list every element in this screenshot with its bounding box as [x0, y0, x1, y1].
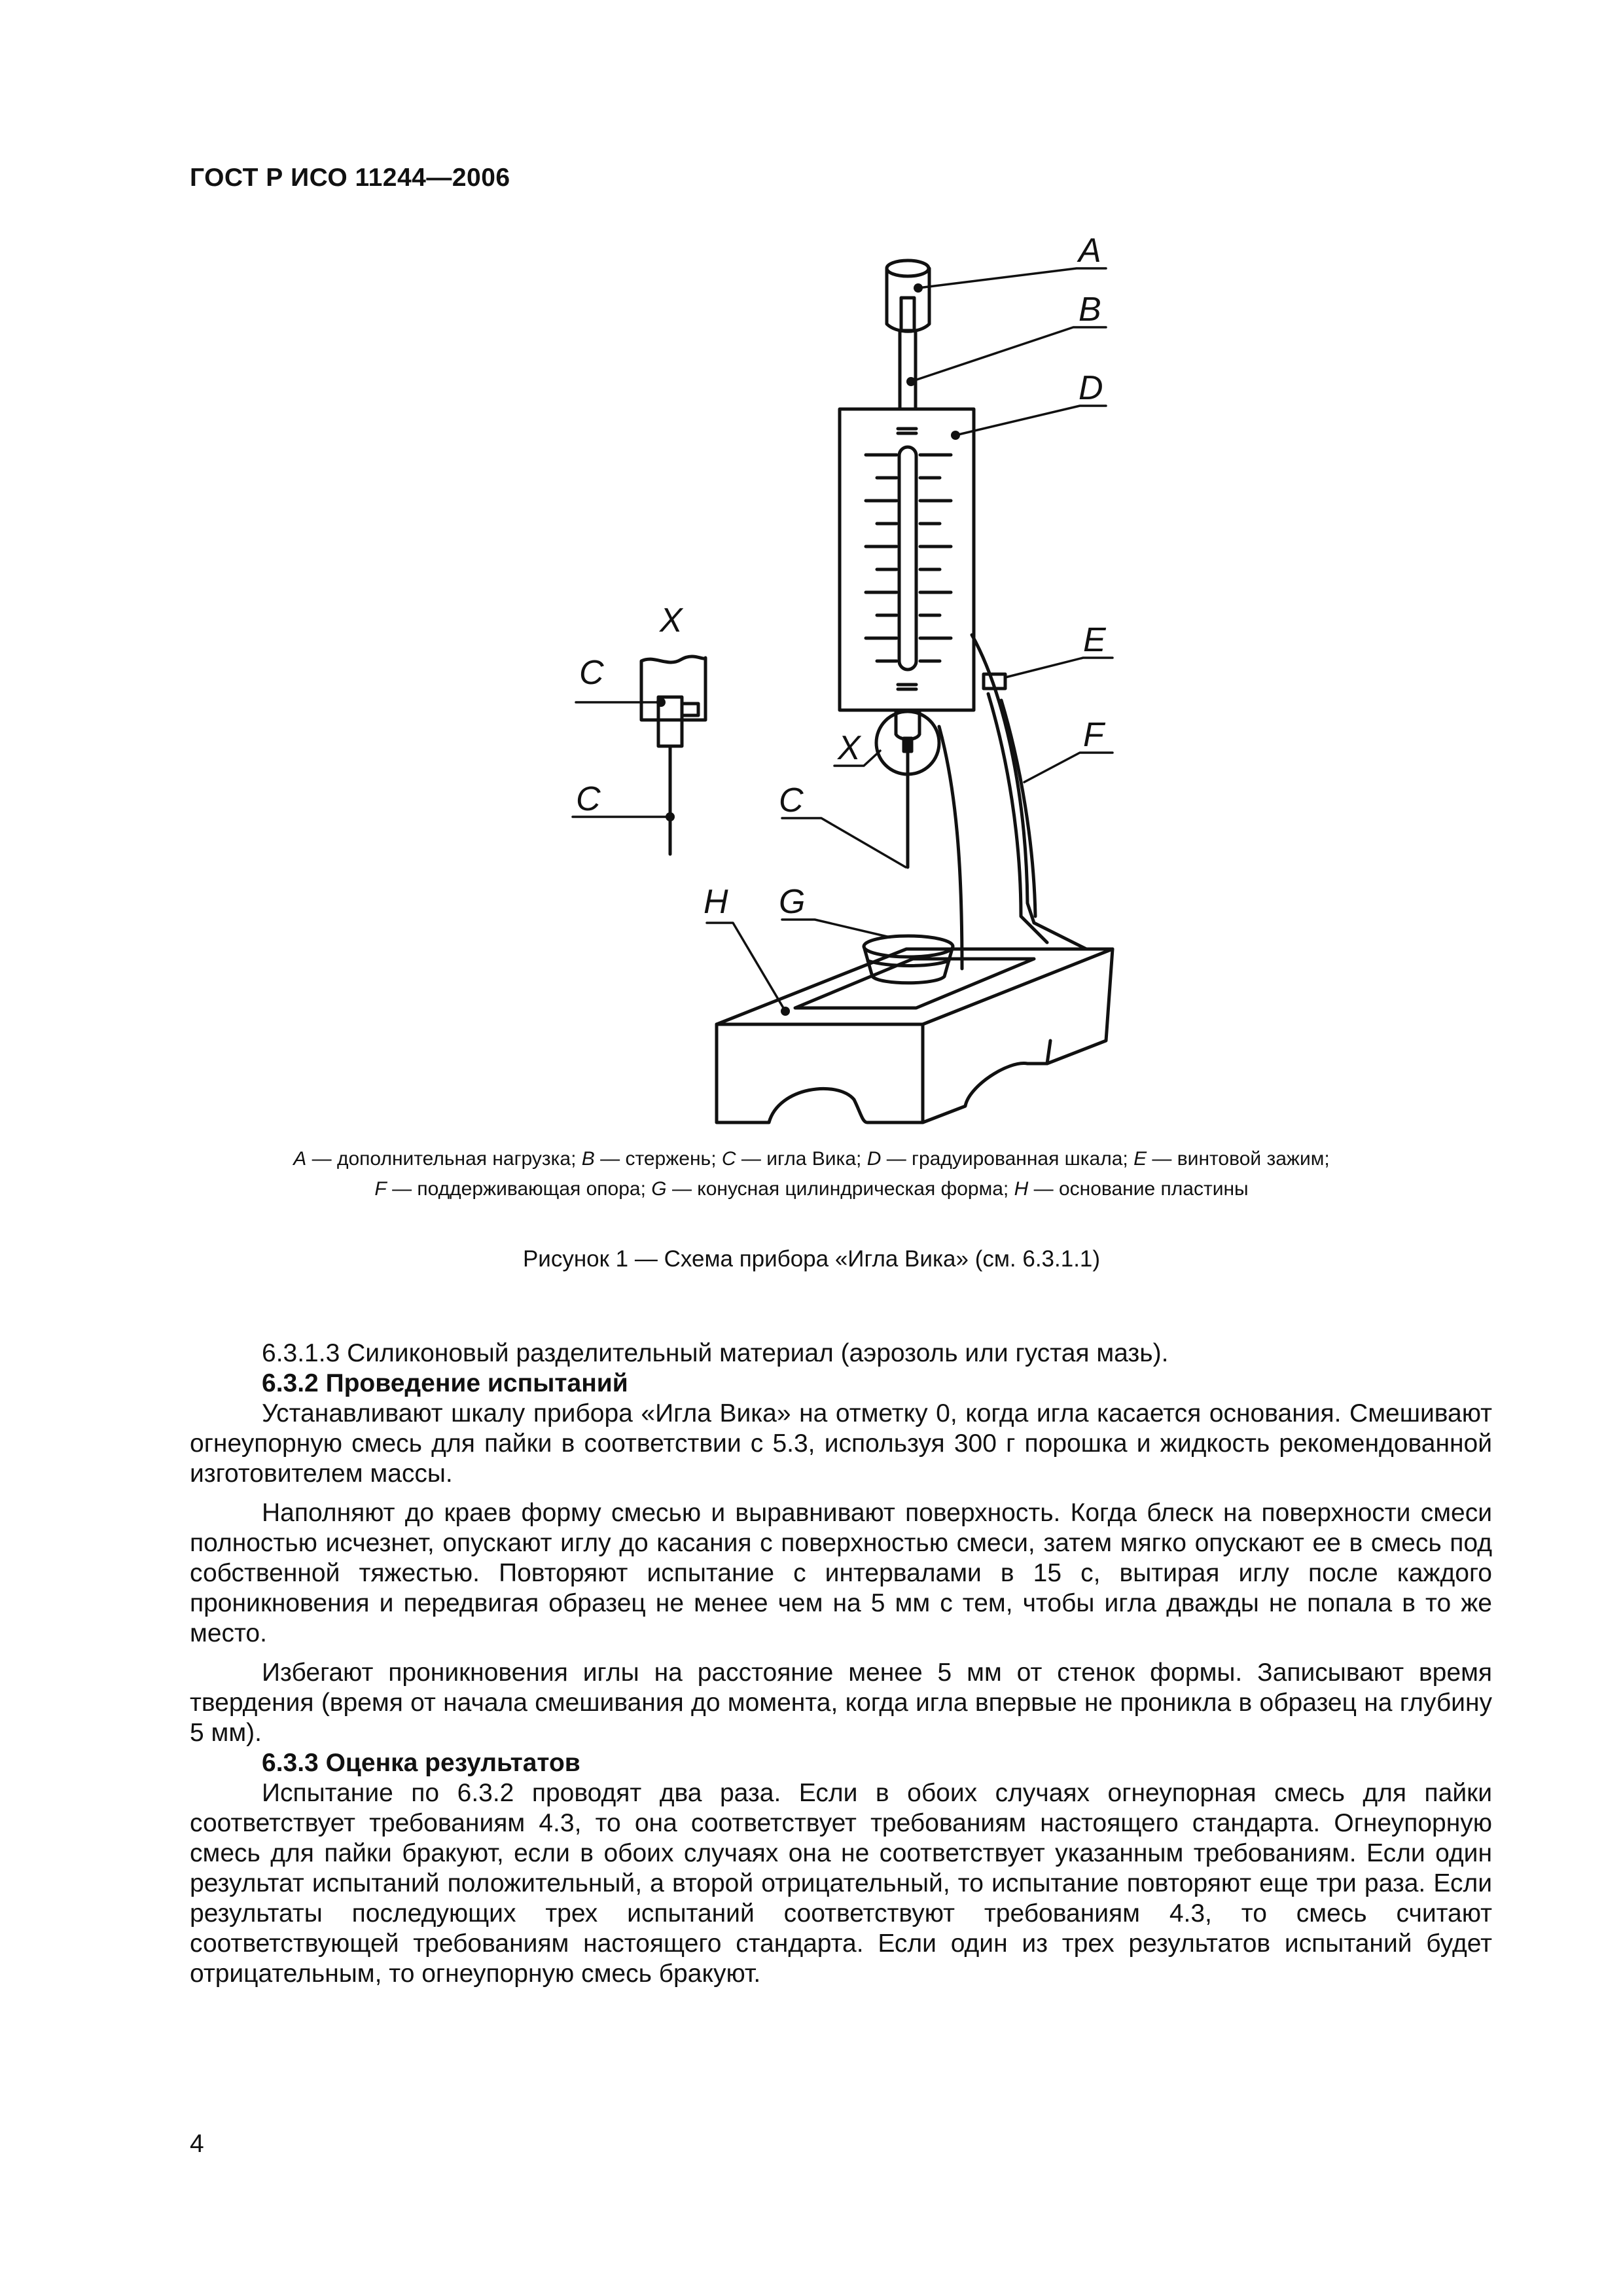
- label-x-main: X: [838, 729, 861, 767]
- label-b: B: [1079, 291, 1101, 329]
- label-d: D: [1079, 369, 1103, 407]
- legend-text: — игла Вика;: [736, 1148, 867, 1170]
- base-plate: [717, 949, 1113, 1122]
- label-c-detail-1: C: [579, 654, 604, 692]
- page-number: 4: [190, 2130, 204, 2158]
- label-g: G: [779, 883, 806, 921]
- figure-caption: Рисунок 1 — Схема прибора «Игла Вика» (см. 6.3.1.1): [522, 1246, 1101, 1272]
- figure-legend-line-1: [164, 1144, 1459, 1174]
- legend-text: — стержень;: [594, 1148, 722, 1170]
- graduated-scale: [840, 409, 974, 710]
- legend-key: F: [374, 1178, 387, 1200]
- legend-key: C: [721, 1148, 736, 1170]
- paragraph: Наполняют до краев форму смесью и выравнивают поверхность. Когда блеск на поверхности смеси полностью исчезнет, опускают иглу до касания с поверхностью смеси, затем мягко опускают ее в смесь под собственной тяжестью. Повторяют испытание с интервалами в 15 с, вытирая иглу после каждого проникновения и передвигая образец не менее чем на 5 мм с тем, чтобы игла дважды не попала в то же место.: [190, 1499, 1492, 1647]
- label-e: E: [1083, 621, 1106, 659]
- paragraph-6-3-1-3: 6.3.1.3 Силиконовый разделительный материал (аэрозоль или густая мазь).: [262, 1339, 1169, 1367]
- legend-text: — основание пластины: [1028, 1178, 1249, 1200]
- label-f: F: [1083, 716, 1104, 754]
- document-header: ГОСТ Р ИСО 11244—2006: [190, 164, 510, 192]
- legend-key: A: [293, 1148, 307, 1170]
- detail-view-x: [641, 656, 705, 854]
- body-text: [190, 1338, 1492, 1998]
- legend-text: — винтовой зажим;: [1147, 1148, 1330, 1170]
- legend-key: G: [651, 1178, 667, 1200]
- legend-key: H: [1014, 1178, 1029, 1200]
- legend-key: B: [581, 1148, 595, 1170]
- support-column: [939, 635, 1086, 969]
- figure-legend-line-2: [164, 1174, 1459, 1204]
- legend-text: — поддерживающая опора;: [386, 1178, 652, 1200]
- label-x-detail: X: [660, 601, 683, 639]
- legend-text: — конусная цилиндрическая форма;: [666, 1178, 1014, 1200]
- leader-lines: [573, 268, 1113, 1011]
- legend-key: D: [866, 1148, 882, 1170]
- label-a: A: [1079, 232, 1101, 270]
- legend-text: — градуированная шкала;: [881, 1148, 1134, 1170]
- paragraph: Испытание по 6.3.2 проводят два раза. Если в обоих случаях огнеупорная смесь для пайки соответствует требованиям 4.3, то она соответствует требованиям настоящего стандарта. Огнеупорную смесь для пайки бракуют, если в обоих случаях она не соответствует указанным требованиям. Если один результат испытаний положительный, а второй отрицательный, то испытание повторяют еще три раза. Если результаты последующих трех испытаний соответствуют требованиям 4.3, то смесь считают соответствующей требованиям настоящего стандарта. Если один из трех результатов испытаний будет отрицательным, то огнеупорную смесь бракуют.: [190, 1779, 1492, 1988]
- label-h: H: [704, 883, 728, 921]
- legend-key: E: [1133, 1148, 1147, 1170]
- legend-text: — дополнительная нагрузка;: [306, 1148, 582, 1170]
- label-c-detail-2: C: [576, 780, 601, 818]
- heading-6-3-3: 6.3.3 Оценка результатов: [262, 1749, 580, 1777]
- rod-and-load: [887, 260, 929, 409]
- paragraph: Устанавливают шкалу прибора «Игла Вика» на отметку 0, когда игла касается основания. Смешивают огнеупорную смесь для пайки в соответствии с 5.3, используя 300 г порошка и жидкость рекомендованной изготовителем массы.: [190, 1399, 1492, 1488]
- label-c-main: C: [779, 781, 804, 819]
- heading-6-3-2: 6.3.2 Проведение испытаний: [262, 1369, 628, 1397]
- paragraph: Избегают проникновения иглы на расстояние менее 5 мм от стенок формы. Записывают время твердения (время от начала смешивания до момента, когда игла впервые не проникла в образец на глубину 5 мм).: [190, 1659, 1492, 1747]
